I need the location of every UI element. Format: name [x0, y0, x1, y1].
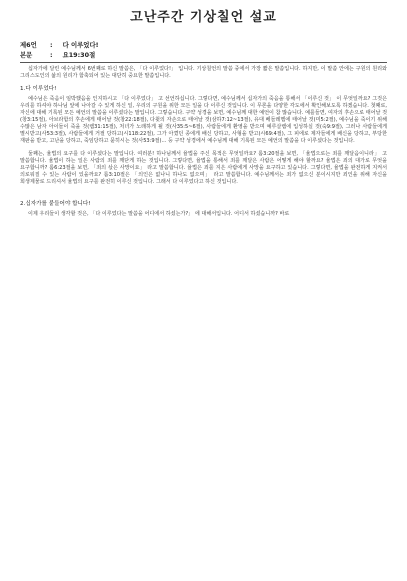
- document-title: 고난주간 기상칠언 설교: [130, 10, 277, 25]
- section-1-paragraph-2: 둘째는, 율법의 요구를 다 이루셨다는 말입니다. 여러분! 하나님께서 율법을 주신 목적은 무엇일까요? 롬3:20절을 보면, 「율법으로는 죄를 깨달음이니라」 고 말씀합니다. 율법이 하는 일은 사람의 죄를 깨닫게 하는 것입니다. 그렇다면, 율법을 통해서 죄를 깨달은 사람은 어떻게 해야 할까요? 율법은 죄의 대가로 무엇을 요구합니까? 롬6:23절을 보면, 「죄의 삯은 사망이요」 라고 말씀합니다. 율법은 죄를 지은 사람에게 사망을 요구하고 있습니다. 그렇다면, 율법을 완전하게 지켜서 의로워질 수 있는 사람이 있을까요? 롬3:10절은 「의인은 없나니 하나도 없으며」 라고 말씀합니다. 예수님께서는 죄가 없으신 분이시지만 죄인을 위해 자신을 희생제물로 드리셔서 율법의 요구를 완전히 이루신 것입니다. 그래서 다 이루었다고 하신 것입니다.: [20, 150, 387, 186]
- section-1-paragraph-1: 예수님은 죽음이 임박했음을 인지하시고 「다 이루었다」 고 선언하십니다. 그렇다면, 예수님께서 십자가의 죽음을 통해서 「이루신 것」 이 무엇일까요? 그것은 우리를 하셔야 하나님 앞에 나아갈 수 있게 하신 일, 우리의 구원을 위한 모든 일을 다 이루신 것입니다. 이 무론을 다양한 각도에서 확인해보도록 하겠습니다. 첫째로, 자신에 대해 기록된 모든 예언의 말씀을 이루셨다는 말입니다. 그렇습니다. 구약 성경을 보면, 예수님께 대한 예언이 참 많습니다. 예를들면, 여자의 후손으로 태어날 것(창3:15절), 아브라함의 후손에게 태어날 것(창22:18절), 다윗의 자손으로 태어날 것(삼하7:12~13절), 유대 베들레헴에 태어날 것(미5:2절), 예수님을 죽이기 위해 수많은 남자 아이들이 죽을 것(렘31:15절), 처녀가 노래하게 될 것(사35:5~6절), 사람들에게 환영을 받으며 예루살렘에 입성하실 것(숙9:9절), 그러나 사람들에게 멸시받고(사53:3절), 사람들에게 거절 당하고(시118:22절), 그가 아꼈던 종에게 배신 당하고, 사형을 받고(시69:4절), 그 피에로 제자들에게 배신을 당하고, 부당한 재판을 받고, 고난을 당하고, 죽임당하고 묻히시는 것(사53:9절)... 등 구약 성경에서 예수님께 대해 기록된 모든 예언의 말씀을 다 이루셨다는 것입니다.: [20, 95, 387, 145]
- intro-paragraph: 십자가에 달린 예수님께서 6번째로 하신 말씀은, 「다 이루었다!」 입니다. 기상칠언의 말씀 중에서 가장 짧은 말씀입니다. 하지만, 이 말씀 안에는 구원의 원리와 그리스도인의 삶의 원리가 함축되어 있는 대단히 중요한 말씀입니다.: [20, 66, 387, 80]
- section-2-heading: 2.십자가를 붙들어야 합니다!: [20, 201, 91, 208]
- meta-text-row: 본문 : 요19:30절: [20, 51, 96, 59]
- sermon-meta: [20, 40, 387, 60]
- meta-title-row: 제6언 : 다 이루었다!: [20, 41, 99, 49]
- meta-title-label: 제6언: [20, 41, 37, 49]
- meta-text-label: 본문: [20, 51, 33, 59]
- section-2-lead: 이제 우리들이 생각할 것은, 「다 이루었다는 말씀을 어디에서 하셨는가?」 에 대해서입니다. 어디서 하셨습니까? 바로: [28, 210, 290, 217]
- title-divider: [20, 62, 387, 63]
- meta-text-value: 요19:30절: [62, 51, 96, 59]
- section-1-heading: 1.다 이루었다!: [20, 86, 57, 93]
- meta-title-value: 다 이루었다!: [62, 41, 99, 49]
